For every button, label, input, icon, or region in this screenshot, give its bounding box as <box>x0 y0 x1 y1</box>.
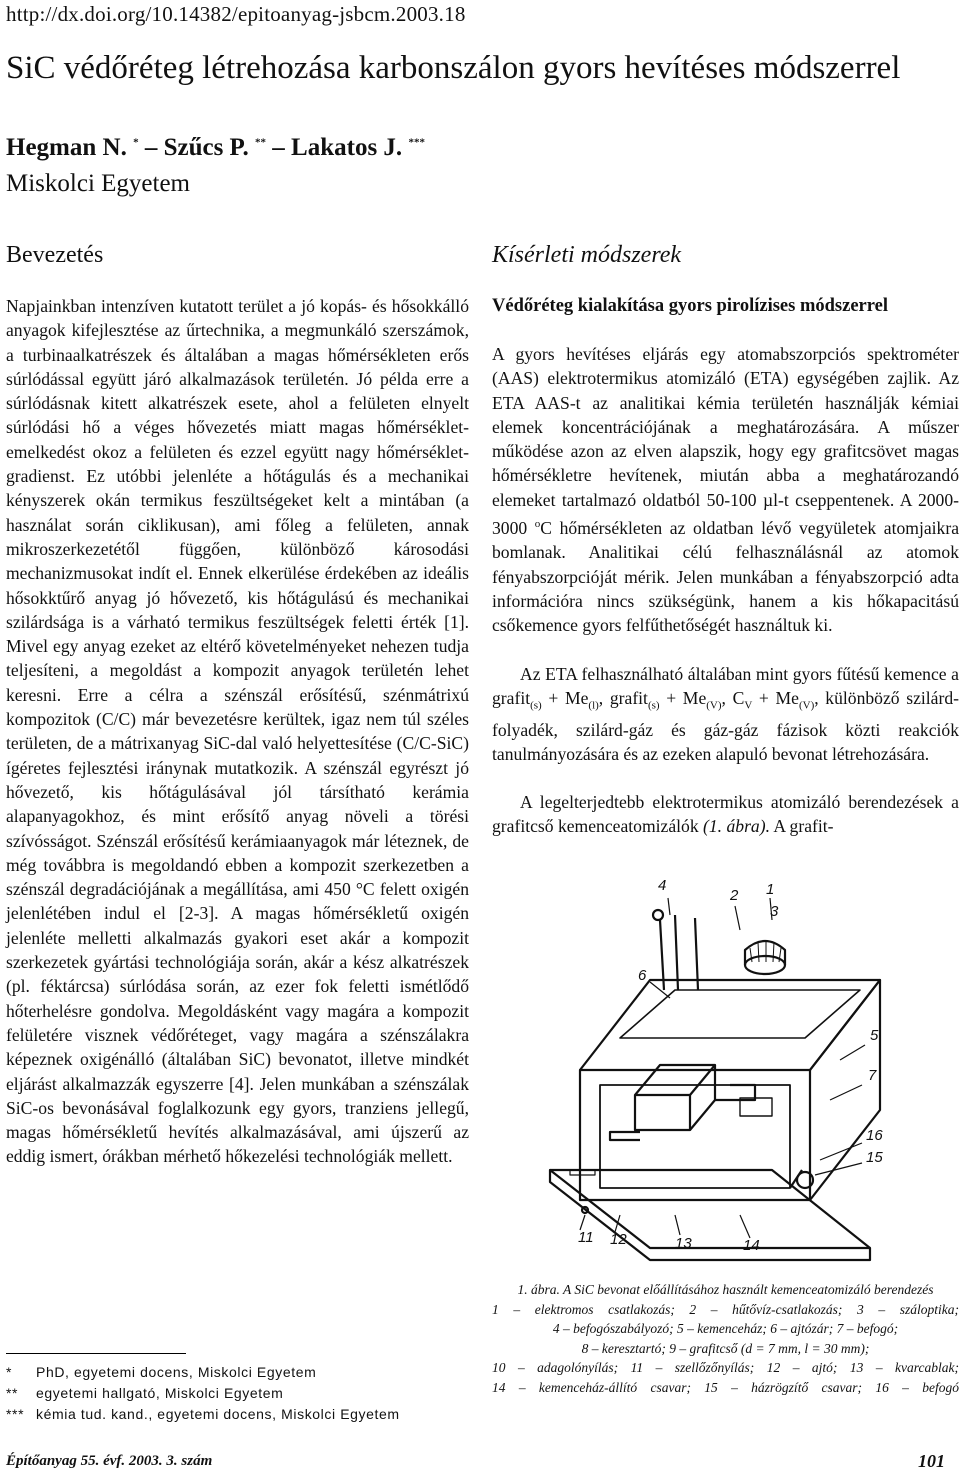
introduction-body: Napjainkban intenzíven kutatott terület a jó kopás- és hősokkálló anyagok kifejlesztése az űrtechnika, a megmunkáló szerszámok, a turbinaalkatrészek és általában a magas hőmérsékleten erős súrlódással együtt járó alkalmazások területén. Jó példa erre a súrlódásnak kitett alkatrészek esete, ahol a felületen elnyelt súrlódási hő a véges hővezetés miatt magas hőmérséklet-emelkedést okoz a felületen és ezzel együtt nagy hőmérséklet-gradienst. Ez utóbbi jelenléte a hőtágulás és a mechanikai kényszerek okán termikus feszültségeket kelt a mintában (a használat során ciklikusan), ami főleg a felületen, annak mikroszerkezetétől függően, különböző károsodási mechanizmusokat indít el. Ennek elkerülése érdekében az ideális hősokktűrő anyag jó hővezető, kis hőtágulású és mechanikai szilárdsága is a várható termikus feszültségek feletti érték [1]. Mivel egy anyag ezeket az eltérő követelményeket nehezen tudja teljesíteni, a megoldást a kompozit anyagok területén lehet keresni. Erre a célra a szénszál erősítésű, szénmátrixú kompozitok (C/C) már bevezetésre kerültek, igaz nem túl széles területen, de a mátrixanyag SiC-dal való helyettesítése (C/C-SiC) ígéretes fejlesztési iránynak mutatkozik. A szénszál egyrészt jó hővezető, kis hőtágulásával jól társítható kerámia alapanyagokhoz, és mint erősítő anyag növeli a törési szívósságot. Szénszál erősítésű kerámiaanyagok már léteznek, de még továbbra is megoldandó ebben a kompozit szerkezetben a szénszál degradációjának a megállítása, ami 450 °C felett oxigén jelenlétében indul el [2-3]. A magas hőmérsékletű oxigén jelenléte melletti alkalmazás gyakori eset akár a kompozit szerkezetek gyártási technológiája során, akár a kész alkatrészek (pl. féktárcsa) súrlódása során, az ezer fok feletti ismétlődő hőterhelésre gondolva. Megoldásként vagy magára a kompozit felületére visznek védőréteget, vagy magára a szénszálakra képeznek oxigénálló (általában SiC) bevonatot, illetve mindkét eljárást alkalmazzák egyszerre [4]. Jelen munkában a szénszálak SiC-os bevonásával foglalkozunk egy gyors, tranziens jellegű, magas hőmérsékletű hevítés alkalmazásával, ami újszerű az eddig ismert, órákban mérhető hőkezelési technológiák mellett. <box>6 296 470 1167</box>
figure-label-11: 11 <box>578 1229 594 1246</box>
figure-label-7: 7 <box>868 1067 877 1084</box>
footnote-2: ** egyetemi hallgató, Miskolci Egyetem <box>6 1385 284 1401</box>
doi-link[interactable]: http://dx.doi.org/10.14382/epitoanyag-jsbcm.2003.18 <box>6 2 466 26</box>
affiliation: Miskolci Egyetem <box>6 170 190 197</box>
figure-label-14: 14 <box>743 1237 760 1254</box>
caption-line: 1 – elektromos csatlakozás; 2 – hűtővíz-csatlakozás; 3 – száloptika; <box>492 1301 959 1317</box>
caption-line: 14 – kemenceház-állító csavar; 15 – házrögzítő csavar; 16 – befogó <box>492 1379 959 1395</box>
journal-footer: Építőanyag 55. évf. 2003. 3. szám <box>6 1453 213 1469</box>
furnace-figure <box>540 870 960 1270</box>
page-number: 101 <box>918 1451 945 1471</box>
methods-paragraph-1: A gyors hevítéses eljárás egy atomabszorpciós spektrométer (AAS) elektrotermikus atomizáló (ETA) egységében zajlik. Az ETA AAS-t az analitikai kémia területén használják kémiai elemek koncentrációjának a meghatározására. A műszer működése azon az elven alapszik, hogy egy grafitcsövet magas hőmérsékletre hevítenek, miután abba a meghatározandó elemeket tartalmazó oldatból 50-100 µl-t cseppentenek. A 2000-3000 $^o$C hőmérsékleten az oldatban lévő vegyületek atomjaikra bomlanak. Analitikai célú felhasználásnál az atomok fényabszorpcióját mérik. Jelen munkában a fényabszorpció adta információra nincs szükségünk, hanem a kis hőkapacitású csőkemence gyors felfűthetőségét használtuk ki. <box>492 344 960 636</box>
subsection-heading: Védőréteg kialakítása gyors pirolízises módszerrel <box>492 296 888 316</box>
paper-title: SiC védőréteg létrehozása karbonszálon gyors hevítéses módszerrel <box>6 50 901 86</box>
footnote-1: * PhD, egyetemi docens, Miskolci Egyetem <box>6 1364 317 1380</box>
caption-line: 10 – adagolónyílás; 11 – szellőzőnyílás; 12 – ajtó; 13 – kvarcablak; <box>492 1360 959 1375</box>
figure-label-16: 16 <box>866 1127 883 1144</box>
author-3: – Lakatos J. <box>272 134 403 161</box>
figure-label-4: 4 <box>658 877 667 894</box>
section-heading-introduction: Bevezetés <box>6 242 104 268</box>
figure-label-2: 2 <box>730 887 739 904</box>
section-heading-methods: Kísérleti módszerek <box>492 242 682 268</box>
methods-paragraph-3: A legelterjedtebb elektrotermikus atomizáló berendezések a grafitcső kemenceatomizálók (1. ábra). A grafit- <box>492 792 959 837</box>
methods-paragraph-2: Az ETA felhasználható általában mint gyors fűtésű kemence a grafit$_{(s)}$ + $Me_{(l)}$, grafit$_{(s)}$ + $Me_{(V)}$, $C_V + Me_{(V)}$, különböző szilárd-folyadék, szilárd-gáz és gáz-gáz fázisok közti reakciók tanulmányozására és az ezeken alapuló bevonat létrehozására. <box>492 664 959 765</box>
figure-label-3: 3 <box>770 903 779 920</box>
caption-line: 4 – befogószabályozó; 5 – kemenceház; 6 – ajtózár; 7 – befogó; <box>552 1321 899 1336</box>
figure-label-6: 6 <box>638 967 647 984</box>
figure-label-13: 13 <box>675 1235 692 1252</box>
author-line: Hegman N. * – Szűcs P. ** – Lakatos J. *** <box>6 134 425 161</box>
footnote-divider <box>6 1353 186 1354</box>
figure-reference[interactable]: (1. ábra). <box>703 816 770 837</box>
figure-caption <box>492 1280 959 1397</box>
author-2: – Szűcs P. <box>144 134 249 161</box>
figure-label-1: 1 <box>766 881 775 898</box>
figure-label-15: 15 <box>866 1149 883 1166</box>
figure-label-5: 5 <box>870 1027 879 1044</box>
footnote-3: *** kémia tud. kand., egyetemi docens, Miskolci Egyetem <box>6 1406 400 1422</box>
caption-title: 1. ábra. A SiC bevonat előállításához használt kemenceatomizáló berendezés <box>517 1282 934 1297</box>
author-1: Hegman N. <box>6 134 127 161</box>
figure-label-12: 12 <box>610 1231 627 1248</box>
caption-line: 8 – keresztartó; 9 – grafitcső (d = 7 mm, l = 30 mm); <box>581 1340 870 1356</box>
